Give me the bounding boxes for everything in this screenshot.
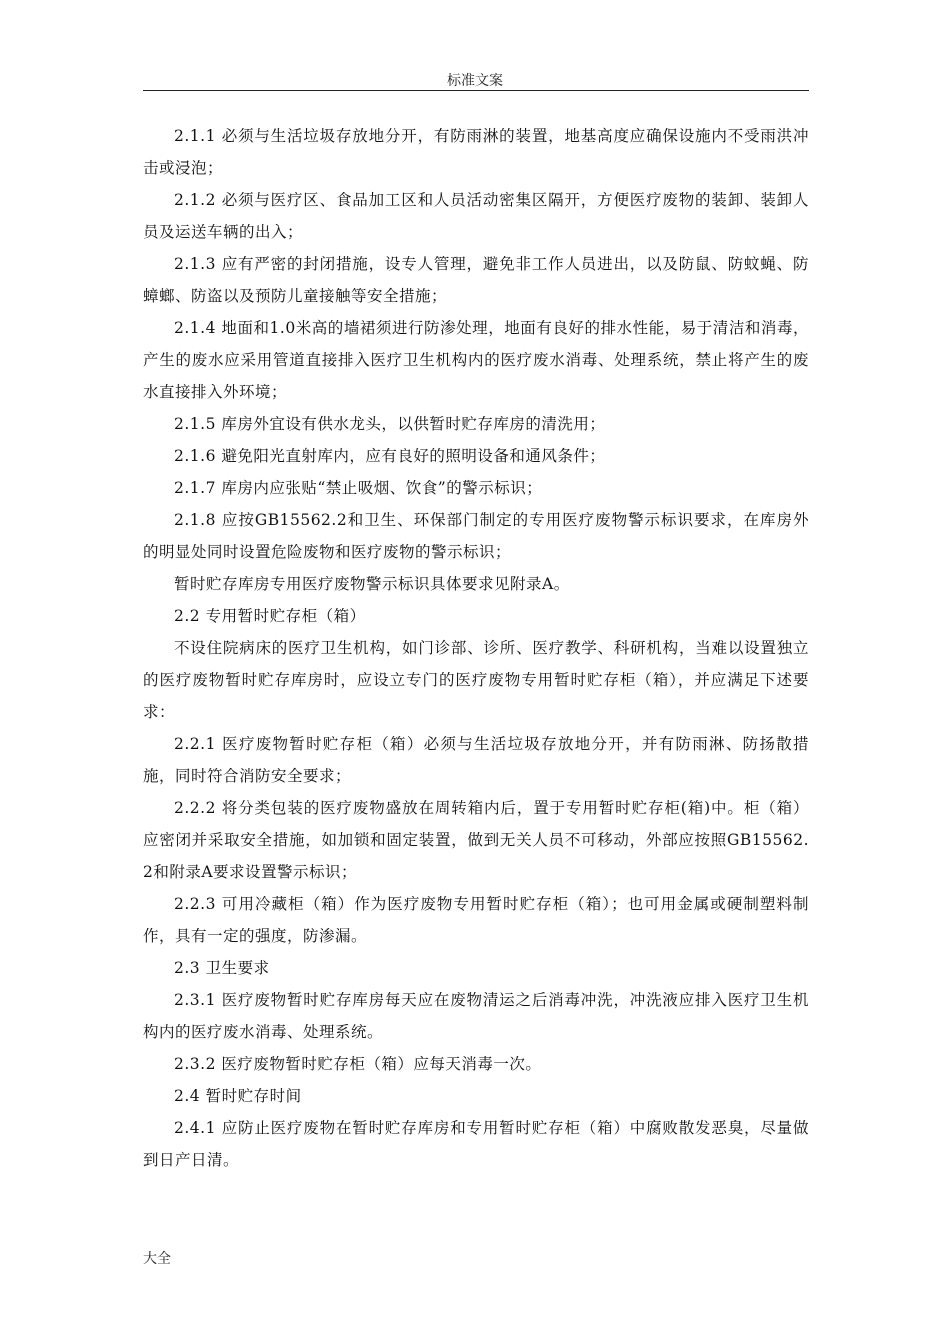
paragraph: 2.2.1 医疗废物暂时贮存柜（箱）必须与生活垃圾存放地分开，并有防雨淋、防扬散措施，同时符合消防安全要求； [143,735,809,785]
paragraph: 2.1.8 应按GB15562.2和卫生、环保部门制定的专用医疗废物警示标识要求，在库房外的明显处同时设置危险废物和医疗废物的警示标识； [143,511,809,561]
paragraph: 2.1.3 应有严密的封闭措施，设专人管理，避免非工作人员进出，以及防鼠、防蚊蝇、防蟑螂、防盗以及预防儿童接触等安全措施； [143,255,809,305]
section-heading: 2.4 暂时贮存时间 [174,1087,302,1105]
paragraph: 2.1.2 必须与医疗区、食品加工区和人员活动密集区隔开，方便医疗废物的装卸、装卸人员及运送车辆的出入； [143,191,809,241]
paragraph: 2.1.7 库房内应张贴“禁止吸烟、饮食”的警示标识； [174,479,543,497]
paragraph: 2.1.4 地面和1.0米高的墙裙须进行防渗处理，地面有良好的排水性能，易于清洁和消毒，产生的废水应采用管道直接排入医疗卫生机构内的医疗废水消毒、处理系统，禁止将产生的废水直接排入外环境； [143,319,809,401]
document-body [143,120,809,1176]
paragraph: 2.1.5 库房外宜设有供水龙头，以供暂时贮存库房的清洗用； [174,415,606,433]
paragraph: 不设住院病床的医疗卫生机构，如门诊部、诊所、医疗教学、科研机构，当难以设置独立的医疗废物暂时贮存库房时，应设立专门的医疗废物专用暂时贮存柜（箱），并应满足下述要求： [143,639,809,721]
paragraph: 2.3.1 医疗废物暂时贮存库房每天应在废物清运之后消毒冲洗，冲洗液应排入医疗卫生机构内的医疗废水消毒、处理系统。 [143,991,809,1041]
paragraph: 2.2.2 将分类包装的医疗废物盛放在周转箱内后，置于专用暂时贮存柜(箱)中。柜（箱）应密闭并采取安全措施，如加锁和固定装置，做到无关人员不可移动，外部应按照GB15562.2和附录A要求设置警示标识； [143,799,809,881]
page-header: 标准文案 [447,73,503,89]
paragraph: 2.1.6 避免阳光直射库内，应有良好的照明设备和通风条件； [174,447,606,465]
paragraph: 2.4.1 应防止医疗废物在暂时贮存库房和专用暂时贮存柜（箱）中腐败散发恶臭，尽量做到日产日清。 [143,1119,809,1169]
paragraph: 暂时贮存库房专用医疗废物警示标识具体要求见附录A。 [174,575,570,593]
page-footer: 大全 [143,1251,171,1267]
paragraph: 2.2.3 可用冷藏柜（箱）作为医疗废物专用暂时贮存柜（箱）；也可用金属或硬制塑料制作，具有一定的强度，防渗漏。 [143,895,809,945]
paragraph: 2.3.2 医疗废物暂时贮存柜（箱）应每天消毒一次。 [174,1055,542,1073]
paragraph: 2.1.1 必须与生活垃圾存放地分开，有防雨淋的装置，地基高度应确保设施内不受雨洪冲击或浸泡； [143,127,809,177]
section-heading: 2.2 专用暂时贮存柜（箱） [174,607,366,625]
header-divider [143,90,809,91]
section-heading: 2.3 卫生要求 [174,959,270,977]
